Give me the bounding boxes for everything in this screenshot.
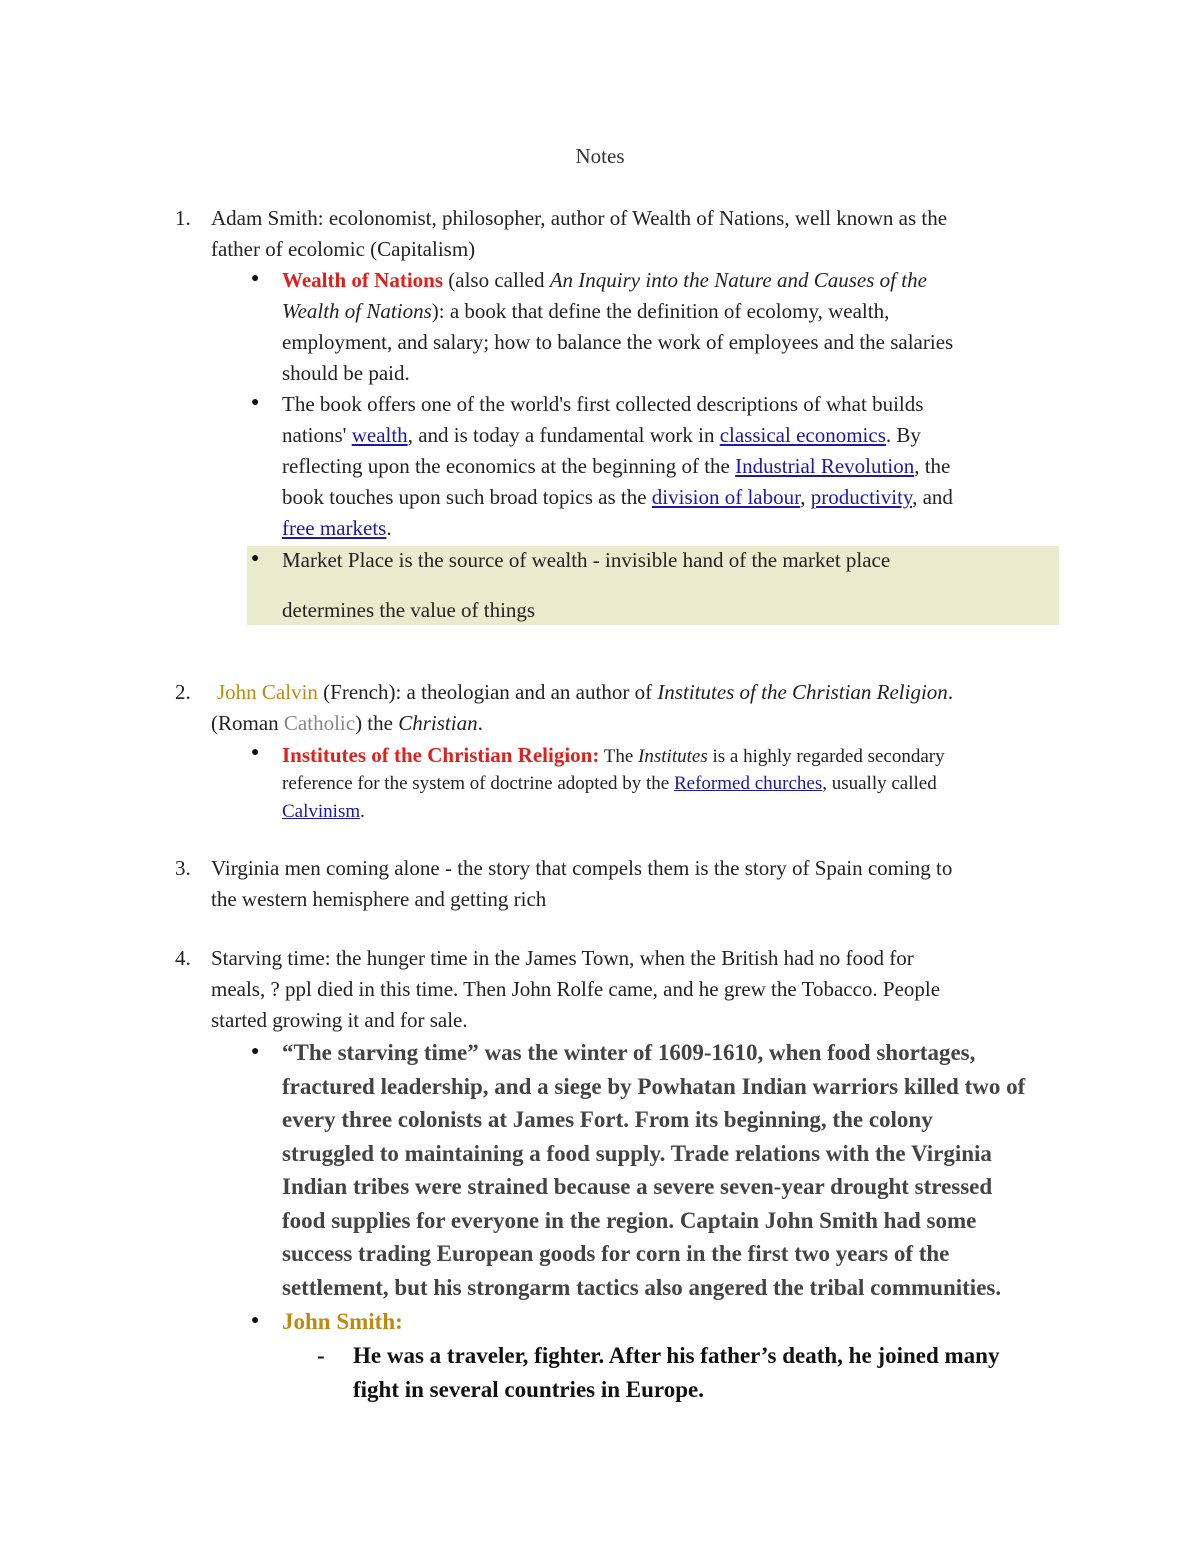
item-number: 3. [175,856,191,880]
quote-line: “The starving time” was the winter of 1609-1610, when food shortages, [282,1040,976,1065]
page-title: Notes [575,144,625,168]
sub-bullet-text: fight in several countries in Europe. [353,1376,704,1402]
bullet-icon: ● [251,1313,260,1328]
item-number: 1. [175,206,191,230]
quote-line: settlement, but his strongarm tactics also angered the tribal communities. [282,1274,1002,1300]
quote-line: food supplies for everyone in the region. Captain John Smith had some [282,1207,977,1233]
link-wealth[interactable]: wealth [351,423,408,447]
book-title: An Inquiry into the Nature and Causes of the [549,268,927,292]
bullet-text: should be paid. [282,361,410,385]
quote-line: struggled to maintaining a food supply. Trade relations with the Virginia [282,1140,992,1166]
link-free-markets[interactable]: free markets [282,516,387,540]
link-calvinism[interactable]: Calvinism [282,801,361,822]
quote-line: every three colonists at James Fort. From its beginning, the colony [282,1107,933,1132]
item-line: Adam Smith: ecolonomist, philosopher, author of Wealth of Nations, well known as the [211,206,948,230]
item-number: 2. [175,680,191,704]
quote-line: Indian tribes were strained because a severe seven-year drought stressed [282,1174,993,1199]
bullet-text: Market Place is the source of wealth - invisible hand of the market place [282,548,891,572]
bullet-text: reflecting upon the economics at the beginning of the Industrial Revolution, the [282,454,951,478]
bullet-icon: ● [251,551,260,566]
bold-label: Institutes of the Christian Religion: [282,743,600,767]
item-line: Virginia men coming alone - the story that compels them is the story of Spain coming to [211,856,953,880]
bullet-text: nations' wealth, and is today a fundamental work in classical economics. By [282,423,921,447]
bullet-icon: ● [251,395,260,410]
bullet-text: Wealth of Nations): a book that define the definition of ecolomy, wealth, [282,299,890,323]
bullet-text: employment, and salary; how to balance the work of employees and the salaries [282,330,954,354]
bold-label: Wealth of Nations [282,268,444,292]
bullet-text: The book offers one of the world's first collected descriptions of what builds [282,392,924,416]
link-division-of-labour[interactable]: division of labour [651,485,801,509]
bullet-icon: ● [251,745,260,760]
person-name: John Smith: [282,1309,403,1334]
item-line: (Roman Catholic) the Christian. [211,711,483,735]
item-line: Starving time: the hunger time in the James Town, when the British had no food for [211,946,914,970]
bullet-text: book touches upon such broad topics as the division of labour, productivity, and [282,485,953,509]
person-name: John Calvin [217,680,318,704]
item-line: John Calvin (French): a theologian and an author of Institutes of the Christian Religion. [217,680,954,704]
link-productivity[interactable]: productivity [810,485,913,509]
bullet-text: determines the value of things [282,598,536,622]
dash-marker: - [317,1343,325,1368]
bullet-icon: ● [251,271,260,286]
bullet-text: Institutes of the Christian Religion: The Institutes is a highly regarded secondary [282,743,945,767]
link-classical-economics[interactable]: classical economics [719,423,886,447]
quote-line: success trading European goods for corn in the first two years of the [282,1241,950,1266]
bullet-icon: ● [251,1044,260,1059]
item-line: started growing it and for sale. [211,1008,468,1032]
item-line: father of ecolomic (Capitalism) [211,237,476,261]
bullet-text: Calvinism. [282,801,365,822]
item-line: the western hemisphere and getting rich [211,887,547,911]
quote-line: fractured leadership, and a siege by Powhatan Indian warriors killed two of [282,1073,1026,1099]
bullet-text: reference for the system of doctrine adopted by the Reformed churches, usually called [282,773,937,794]
bullet-text: Wealth of Nations (also called An Inquiry into the Nature and Causes of the [282,268,927,292]
link-reformed-churches[interactable]: Reformed churches [673,773,823,794]
bullet-text: free markets. [282,516,392,540]
link-industrial-revolution[interactable]: Industrial Revolution [735,454,915,478]
item-line: meals, ? ppl died in this time. Then John Rolfe came, and he grew the Tobacco. People [211,977,941,1001]
sub-bullet-text: He was a traveler, fighter. After his father’s death, he joined many [353,1343,1000,1368]
item-number: 4. [175,946,191,970]
